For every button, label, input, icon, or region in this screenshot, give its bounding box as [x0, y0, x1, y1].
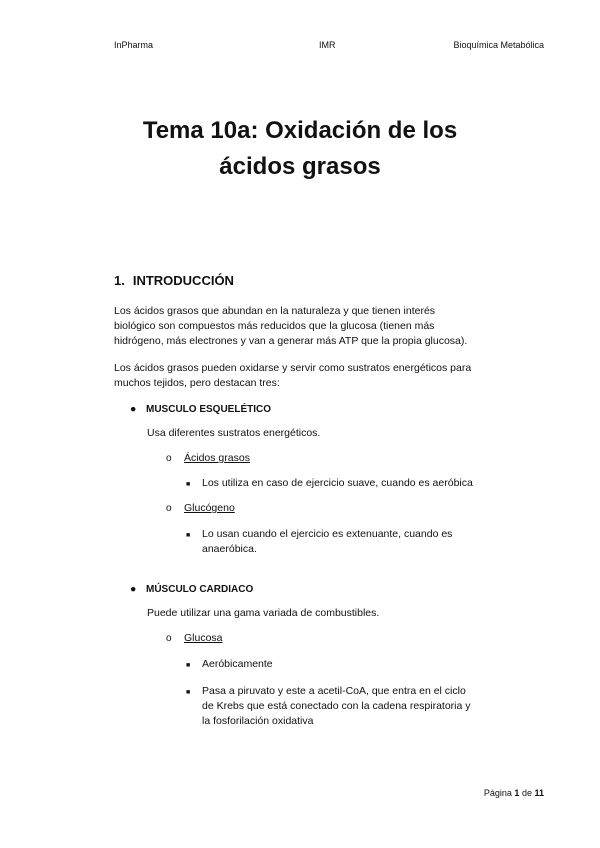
square-bullet-icon: ■: [186, 662, 191, 669]
intro-paragraph-1: [114, 304, 494, 349]
circle-bullet-icon: o: [166, 633, 172, 644]
square-bullet-icon: ■: [186, 481, 191, 488]
esqueletico-note: Usa diferentes sustratos energéticos.: [147, 427, 321, 439]
footer-current-page: 1: [514, 788, 520, 798]
cardiaco-note: Puede utilizar una gama variada de combustibles.: [147, 607, 380, 619]
paragraph-line: muchos tejidos, pero destacan tres:: [114, 377, 280, 389]
footer-of: de: [521, 788, 532, 798]
section-heading: [114, 273, 234, 288]
footer-prefix: Página: [483, 788, 512, 798]
paragraph-line: Los ácidos grasos que abundan en la naturaleza y que tienen interés: [114, 305, 436, 317]
square-bullet-icon: ■: [186, 532, 191, 539]
page-footer: [484, 788, 544, 798]
bullet-text: Los utiliza en caso de ejercicio suave, cuando es aeróbica: [202, 477, 473, 489]
page-header: [114, 40, 544, 54]
title-line-2: ácidos grasos: [219, 153, 381, 180]
header-center: IMR: [319, 40, 336, 50]
header-left: InPharma: [114, 40, 154, 50]
bullet-label: Glucógeno: [184, 502, 235, 514]
paragraph-line: biológico son compuestos más reducidos que la glucosa (tienen más: [114, 320, 435, 332]
bullet-dot-icon: ●: [130, 583, 137, 595]
bullet-line: la fosforilación oxidativa: [202, 715, 314, 727]
bullet-text: [202, 684, 471, 729]
circle-bullet-icon: o: [166, 453, 172, 464]
bullet-line: Lo usan cuando el ejercicio es extenuante, cuando es: [202, 528, 453, 540]
bullet-text: Aeróbicamente: [202, 658, 273, 670]
title-line-1: Tema 10a: Oxidación de los: [142, 117, 458, 144]
paragraph-line: Los ácidos grasos pueden oxidarse y servir como sustratos energéticos para: [114, 362, 472, 374]
section-number: 1.: [114, 273, 125, 288]
bullet-label: Glucosa: [184, 632, 223, 644]
footer-total-pages: 11: [534, 788, 544, 798]
bullet-line: anaeróbica.: [202, 543, 257, 555]
intro-paragraph-2: [114, 361, 494, 391]
document-title: [60, 113, 540, 185]
circle-bullet-icon: o: [166, 503, 172, 514]
bullet-label: MÚSCULO CARDIACO: [146, 584, 254, 595]
bullet-dot-icon: ●: [130, 403, 137, 415]
square-bullet-icon: ■: [186, 689, 191, 696]
bullet-line: Pasa a piruvato y este a acetil-CoA, que entra en el ciclo: [202, 685, 466, 697]
paragraph-line: hidrógeno, más electrones y van a generar más ATP que la propia glucosa).: [114, 335, 468, 347]
bullet-label: Ácidos grasos: [184, 452, 250, 464]
bullet-line: de Krebs que está conectado con la cadena respiratoria y: [202, 700, 471, 712]
bullet-label: MUSCULO ESQUELÉTICO: [146, 404, 272, 415]
header-right: Bioquímica Metabólica: [453, 40, 544, 50]
section-title: INTRODUCCIÓN: [132, 273, 234, 288]
bullet-text: [202, 527, 452, 557]
